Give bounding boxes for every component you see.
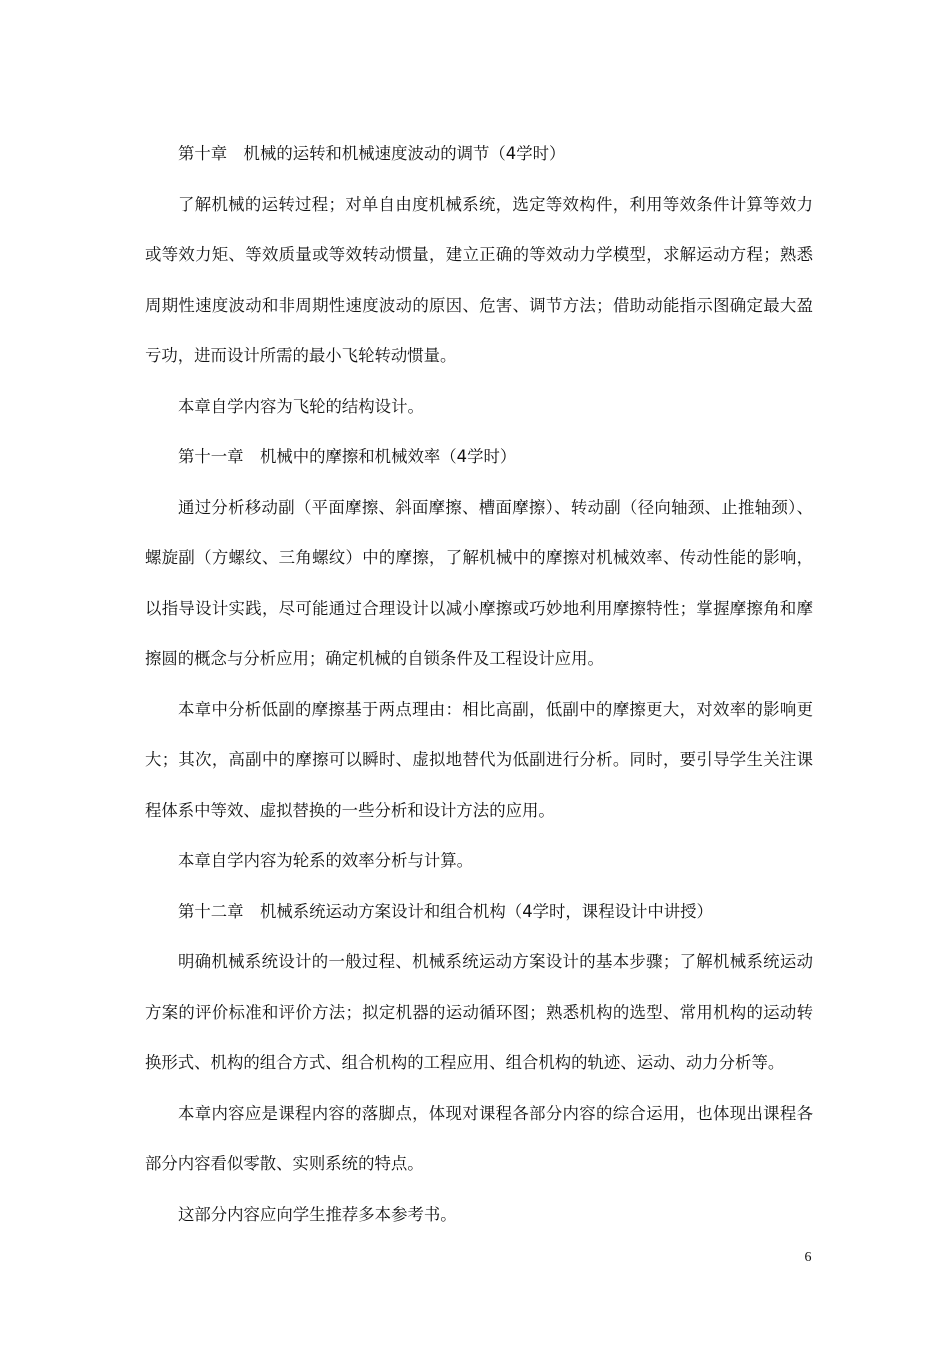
chapter-12-body: 明确机械系统设计的一般过程、机械系统运动方案设计的基本步骤；了解机械系统运动方案的评价标准和评价方法；拟定机器的运动循环图；熟悉机构的选型、常用机构的运动转换形式、机构的组合方式、组合机构的工程应用、组合机构的轨迹、运动、动力分析等。 [145,952,813,1072]
page-number: 6 [804,1250,812,1265]
chapter-10-body: 了解机械的运转过程；对单自由度机械系统，选定等效构件，利用等效条件计算等效力或等效力矩、等效质量或等效转动惯量，建立正确的等效动力学模型，求解运动方程；熟悉周期性速度波动和非周期性速度波动的原因、危害、调节方法；借助动能指示图确定最大盈亏功，进而设计所需的最小飞轮转动惯量。 [145,194,813,365]
chapter-11-body: 通过分析移动副（平面摩擦、斜面摩擦、槽面摩擦）、转动副（径向轴颈、止推轴颈）、螺旋副（方螺纹、三角螺纹）中的摩擦，了解机械中的摩擦对机械效率、传动性能的影响，以指导设计实践，尽可能通过合理设计以减小摩擦或巧妙地利用摩擦特性；掌握摩擦角和摩擦圆的概念与分析应用；确定机械的自锁条件及工程设计应用。 [145,497,813,668]
chapter-10-self-study: 本章自学内容为飞轮的结构设计。 [178,396,424,416]
document-body [145,129,813,1240]
chapter-12-heading: 第十二章 机械系统运动方案设计和组合机构（4学时，课程设计中讲授） [178,901,713,921]
chapter-12-references: 这部分内容应向学生推荐多本参考书。 [178,1204,457,1224]
chapter-12-summary: 本章内容应是课程内容的落脚点，体现对课程各部分内容的综合运用，也体现出课程各部分内容看似零散、实则系统的特点。 [145,1103,813,1173]
chapter-11-self-study: 本章自学内容为轮系的效率分析与计算。 [178,851,474,870]
chapter-11-heading: 第十一章 机械中的摩擦和机械效率（4学时） [178,447,517,466]
chapter-10-heading: 第十章 机械的运转和机械速度波动的调节（4学时） [178,144,566,163]
chapter-11-rationale: 本章中分析低副的摩擦基于两点理由：相比高副，低副中的摩擦更大，对效率的影响更大；其次，高副中的摩擦可以瞬时、虚拟地替代为低副进行分析。同时，要引导学生关注课程体系中等效、虚拟替换的一些分析和设计方法的应用。 [145,699,813,820]
